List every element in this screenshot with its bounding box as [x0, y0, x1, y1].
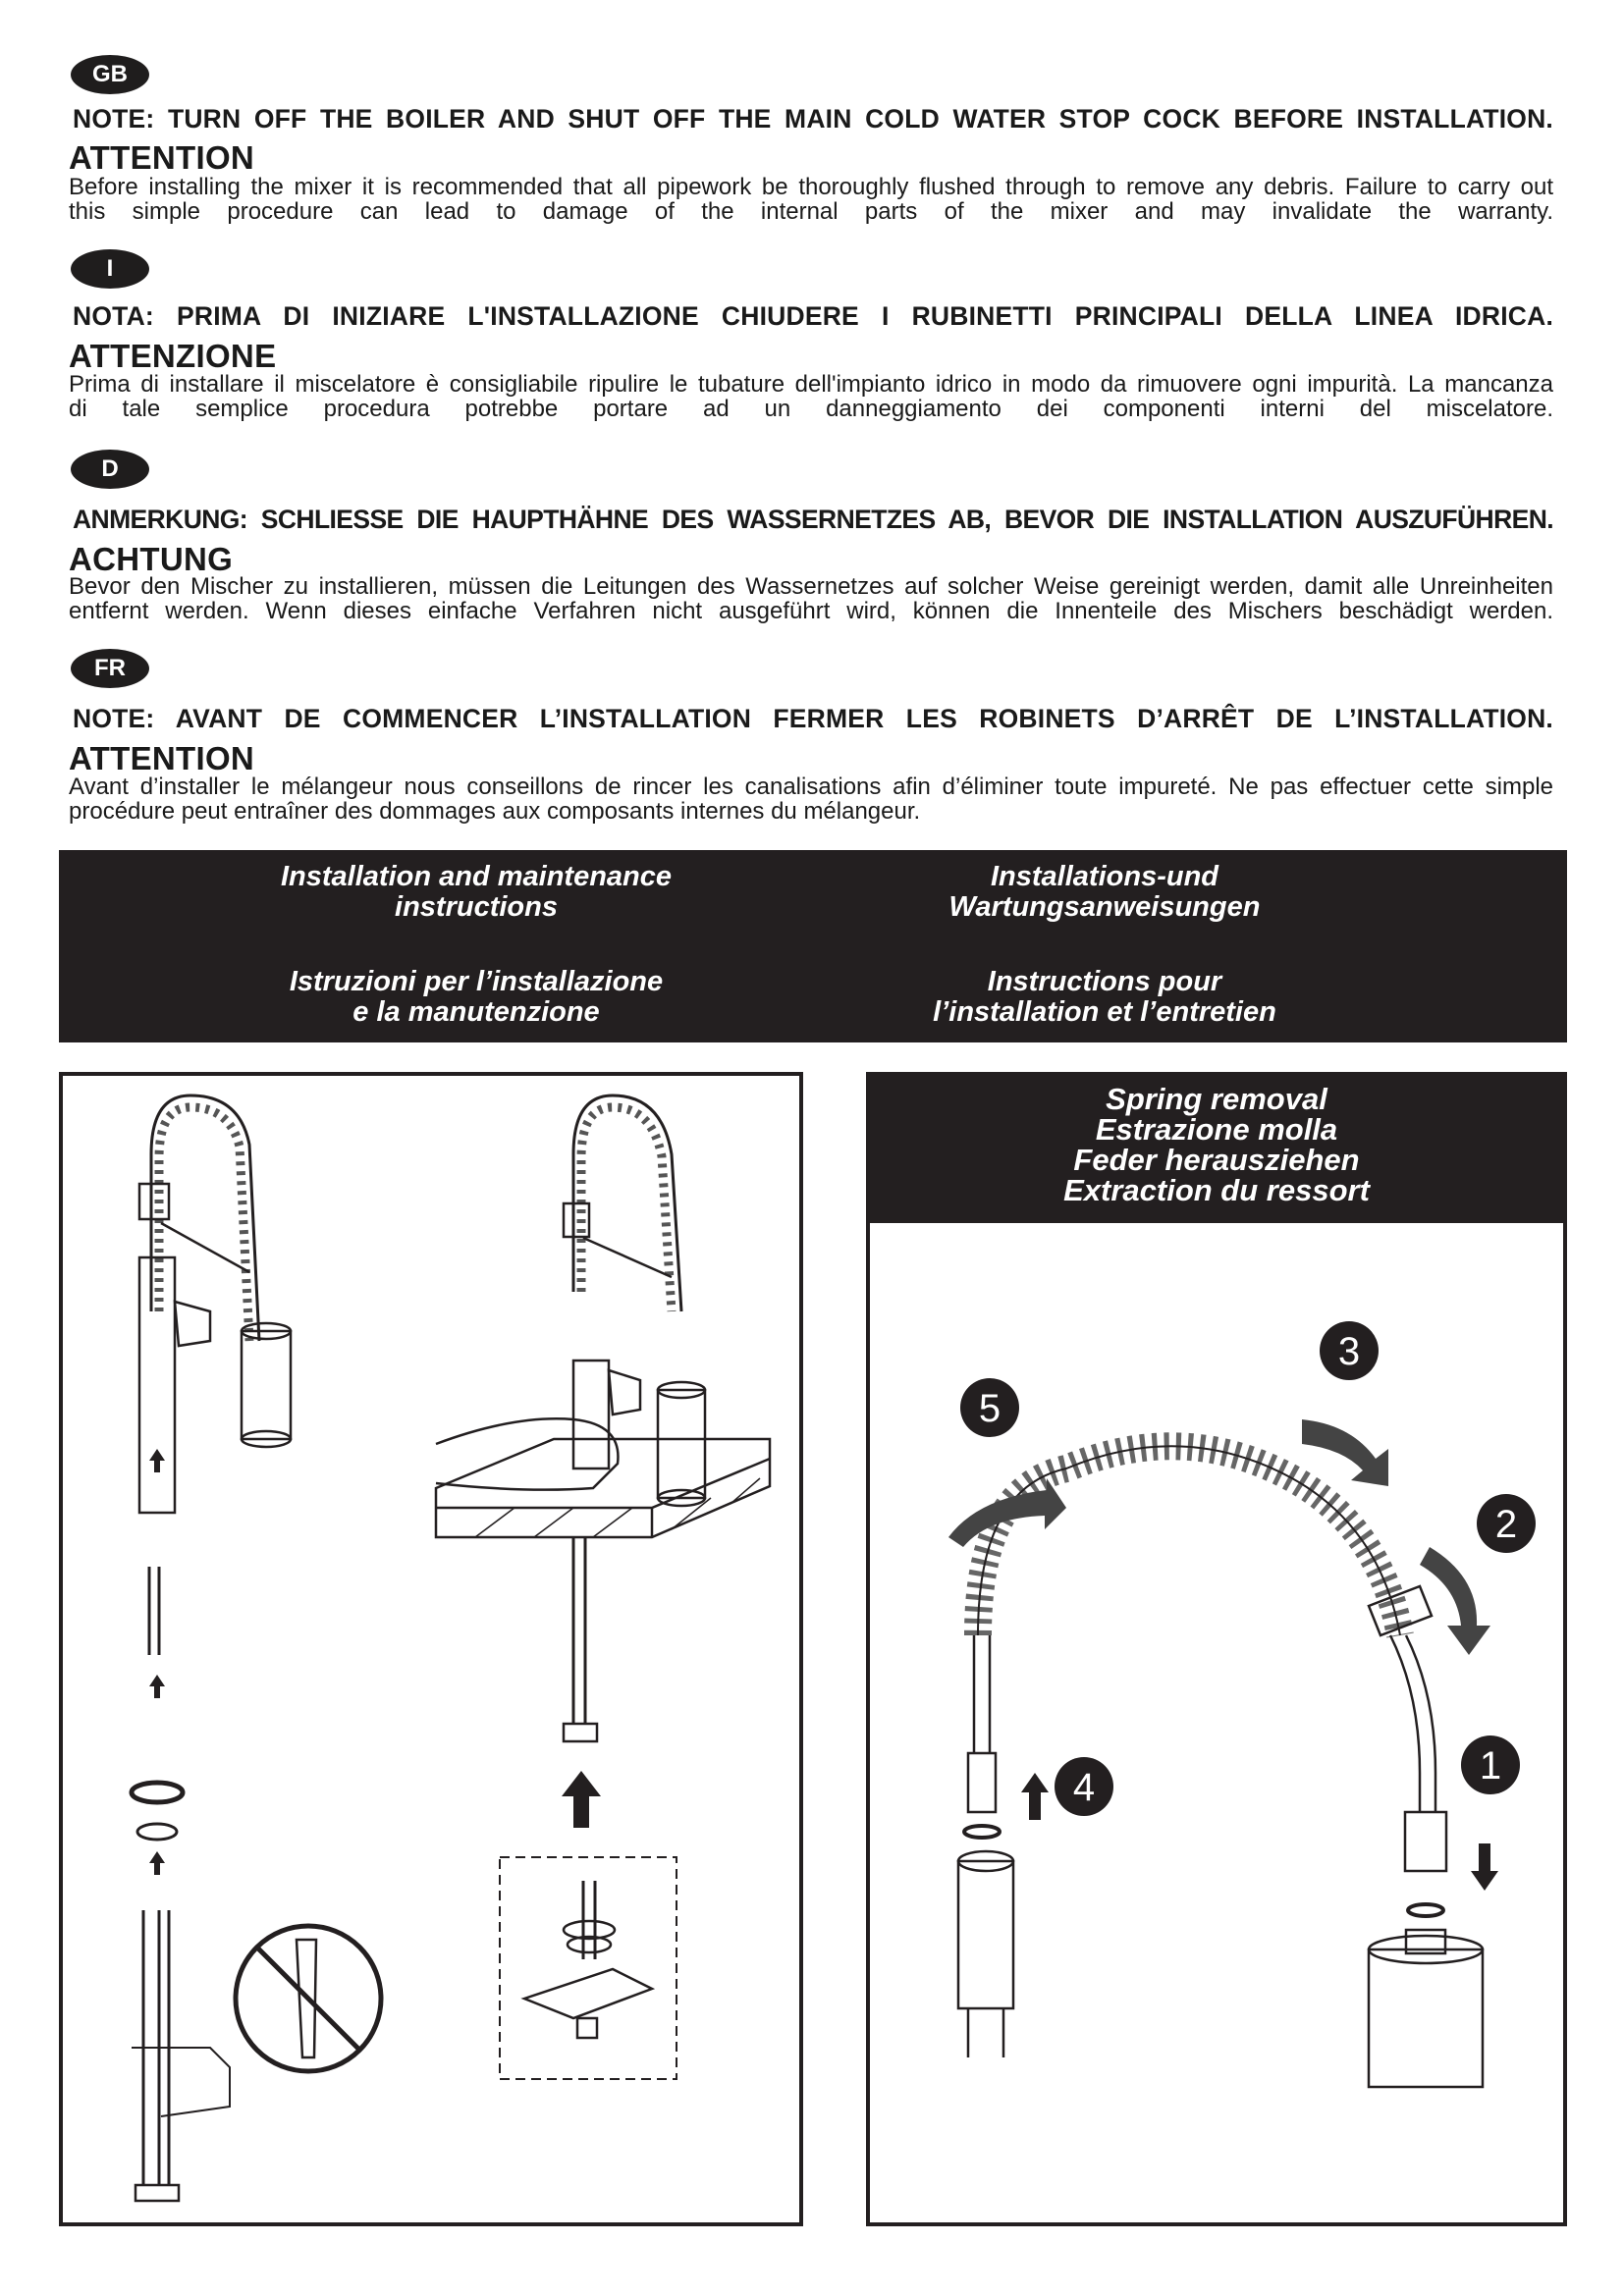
banner-title-en — [255, 862, 697, 923]
note-gb: NOTE: TURN OFF THE BOILER AND SHUT OFF THE MAIN COLD WATER STOP COCK BEFORE INSTALLATION. — [73, 104, 1553, 133]
attention-body-de-line2: entfernt werden. Wenn dieses einfache Verfahren nicht ausgeführt wird, können die Innenteile des Mischers beschädigt werden. — [69, 598, 1553, 624]
note-de: ANMERKUNG: SCHLIESSE DIE HAUPTHÄHNE DES WASSERNETZES AB, BEVOR DIE INSTALLATION AUSZUFÜHREN. — [73, 505, 1553, 534]
attention-body-it-line1: Prima di installare il miscelatore è consigliabile ripulire le tubature dell'impianto idrico in modo da rimuovere ogni impurità. La mancanza — [69, 371, 1553, 398]
step-number-2: 2 — [1494, 1503, 1518, 1546]
attention-heading-it: ATTENZIONE — [69, 338, 277, 374]
banner-title-de-line1: Installations-und — [991, 861, 1218, 892]
attention-heading-fr: ATTENTION — [69, 740, 255, 776]
spring-removal-panel — [866, 1072, 1567, 2226]
banner-title-fr — [913, 967, 1296, 1028]
banner-title-it-line1: Istruzioni per l’installazione — [289, 966, 664, 997]
banner-title-en-line2: instructions — [395, 891, 558, 923]
banner-title-fr-line1: Instructions pour — [987, 966, 1222, 997]
attention-body-gb-line2: this simple procedure can lead to damage of the internal parts of the mixer and may invalidate the warranty. — [69, 198, 1553, 225]
faucet-illustration-right — [436, 1095, 770, 1741]
spring-removal-title-it: Estrazione molla — [1095, 1112, 1338, 1147]
attention-body-fr-line2: procédure peut entraîner des dommages aux composants internes du mélangeur. — [69, 798, 921, 825]
banner-title-fr-line2: l’installation et l’entretien — [933, 996, 1276, 1028]
language-badge-fr: FR — [71, 649, 149, 688]
step-number-1: 1 — [1479, 1744, 1502, 1788]
banner-title-en-line1: Installation and maintenance — [280, 861, 673, 892]
faucet-illustration-left — [139, 1095, 291, 1513]
up-arrow-icon — [562, 1771, 601, 1828]
attention-body-gb-line1: Before installing the mixer it is recommended that all pipework be thoroughly flushed through to remove any debris. Failure to carry out — [69, 174, 1553, 200]
banner-title-de — [913, 862, 1296, 923]
banner-title-it — [255, 967, 697, 1028]
banner-title-de-line2: Wartungsanweisungen — [948, 891, 1261, 923]
language-badge-gb: GB — [71, 55, 149, 94]
attention-heading-de: ACHTUNG — [69, 541, 234, 577]
attention-body-fr-line1: Avant d’installer le mélangeur nous conseillons de rincer les canalisations afin d’éliminer toute impureté. Ne pas effectuer cette simple — [69, 774, 1553, 800]
attention-body-it-line2: di tale semplice procedura potrebbe portare ad un danneggiamento dei componenti interni del miscelatore. — [69, 396, 1553, 422]
attention-heading-gb: ATTENTION — [69, 139, 255, 176]
instructions-banner — [59, 850, 1567, 1042]
note-it: NOTA: PRIMA DI INIZIARE L'INSTALLAZIONE CHIUDERE I RUBINETTI PRINCIPALI DELLA LINEA IDRICA. — [73, 301, 1553, 331]
spring-removal-title-en: Spring removal — [1106, 1082, 1327, 1116]
note-fr: NOTE: AVANT DE COMMENCER L’INSTALLATION FERMER LES ROBINETS D’ARRÊT DE L’INSTALLATION. — [73, 704, 1553, 733]
attention-body-de-line1: Bevor den Mischer zu installieren, müssen die Leitungen des Wassernetzes auf solcher Weise gereinigt werden, damit alle Unreinheiten — [69, 573, 1553, 600]
installation-diagram-panel — [59, 1072, 803, 2226]
curved-arrow-icon — [948, 1419, 1490, 1655]
no-wrench-icon — [236, 1926, 381, 2071]
language-badge-it: I — [71, 249, 149, 289]
installation-diagram — [63, 1076, 799, 2222]
step-number-5: 5 — [978, 1387, 1001, 1430]
spring-removal-diagram — [870, 1223, 1563, 2222]
step-number-4: 4 — [1072, 1766, 1096, 1809]
spring-removal-title — [870, 1076, 1563, 1223]
banner-title-it-line2: e la manutenzione — [352, 996, 600, 1028]
spring-removal-title-fr: Extraction du ressort — [1063, 1173, 1370, 1207]
step-number-3: 3 — [1337, 1330, 1361, 1373]
spring-removal-title-de: Feder herausziehen — [1073, 1143, 1360, 1177]
language-badge-de: D — [71, 450, 149, 489]
